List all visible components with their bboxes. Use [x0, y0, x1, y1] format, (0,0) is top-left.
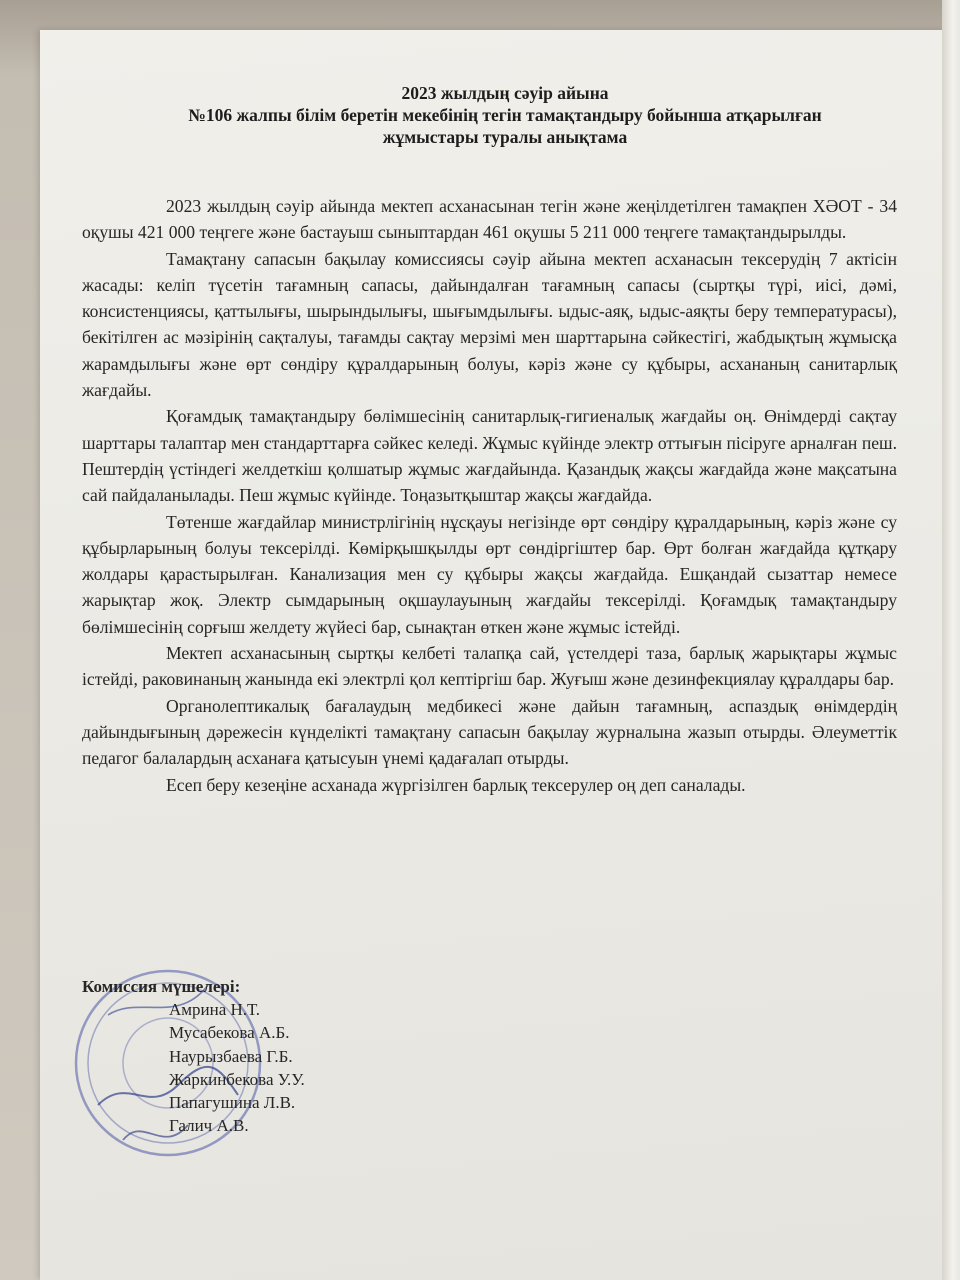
header-line-1: 2023 жылдың сәуір айына [401, 83, 609, 103]
header-line-3: жұмыстары туралы анықтама [382, 127, 628, 147]
commission-signatures [82, 975, 482, 1137]
commission-member: Мусабекова А.Б. [169, 1023, 290, 1043]
commission-member: Амрина Н.Т. [169, 1000, 260, 1020]
commission-member: Папагушина Л.В. [169, 1093, 296, 1113]
paragraph-5: Мектеп асханасының сыртқы келбеті талапқа сай, үстелдері таза, барлық жарықтары жұмыс істейді, раковинаның жанында екі электрлі қол кептіргіш бар. Жуғыш және дезинфекциялау құралдары бар. [82, 643, 897, 690]
document-header [90, 82, 920, 148]
paragraph-1: 2023 жылдың сәуір айында мектеп асханасынан тегін және жеңілдетілген тамақпен ХӘОТ - 34 оқушы 421 000 теңгеге және бастауыш сыныптардан 461 оқушы 5 211 000 теңгеге тамақтандырылды. [82, 196, 897, 243]
header-line-2: №106 жалпы білім беретін мекебінің тегін тамақтандыру бойынша атқарылған [188, 105, 822, 125]
commission-member: Галич А.В. [169, 1116, 249, 1136]
paragraph-6: Органолептикалық бағалаудың медбикесі және дайын тағамның, аспаздық өнімдердің дайындығының дәрежесін күнделікті тамақтану сапасын бақылау журналына жазып отырды. Әлеуметтік педагог балалардың асханаға қатысуын үнемі қадағалап отырды. [82, 695, 897, 769]
paragraph-3: Қоғамдық тамақтандыру бөлімшесінің санитарлық-гигиеналық жағдайы оң. Өнімдерді сақтау шарттары талаптар мен стандарттарға сәйкес келеді. Жұмыс күйінде электр оттығын пісіруге арналған пеш. Пештердің үстіндегі желдеткіш қолшатыр жұмыс жағдайында. Қазандық жақсы жағдайда және мақсатына сай пайдаланылады. Пеш жұмыс күйінде. Тоңазытқыштар жақсы жағдайда. [82, 406, 897, 506]
commission-member: Жаркинбекова У.У. [169, 1069, 305, 1089]
paragraph-4: Төтенше жағдайлар министрлігінің нұсқауы негізінде өрт сөндіру құралдарының, кәріз және су құбырларының болуы тексерілді. Көмірқышқылды өрт сөндіргіштер бар. Өрт болған жағдайда құтқару жолдары қарастырылған. Канализация мен су құбыры жақсы жағдайда. Ешқандай сызаттар немесе жарықтар жоқ. Электр сымдарының оқшаулауының жағдайы тексерілді. Қоғамдық тамақтандыру бөлімшесінің сорғыш желдету жүйесі бар, сынақтан өткен және жұмыс істейді. [82, 511, 897, 637]
document-body [82, 193, 897, 798]
commission-title: Комиссия мүшелері: [82, 977, 241, 996]
paragraph-7: Есеп беру кезеңіне асханада жүргізілген барлық тексерулер оң деп саналады. [166, 774, 746, 795]
paragraph-2: Тамақтану сапасын бақылау комиссиясы сәуір айына мектеп асханасын тексерудің 7 актісін жасады: келіп түсетін тағамның сапасы, дайындалған тағамның сапасы (сыртқы түрі, иісі, дәмі, консистенциясы, қаттылығы, шырындылығы, шығымдылығы. ыдыс-аяқ, ыдыс-аяқты беру температурасы), бекітілген ас мәзірінің сақталуы, тағамды сақтау мерзімі мен шарттарына сәйкестігі, жабдықтың жұмысқа жарамдылығы және өрт сөндіру құралдарының болуы, кәріз және су құбыры, асхананың санитарлық жағдайы. [82, 248, 897, 401]
paper-edge [942, 0, 960, 1280]
commission-member: Наурызбаева Г.Б. [169, 1046, 293, 1066]
